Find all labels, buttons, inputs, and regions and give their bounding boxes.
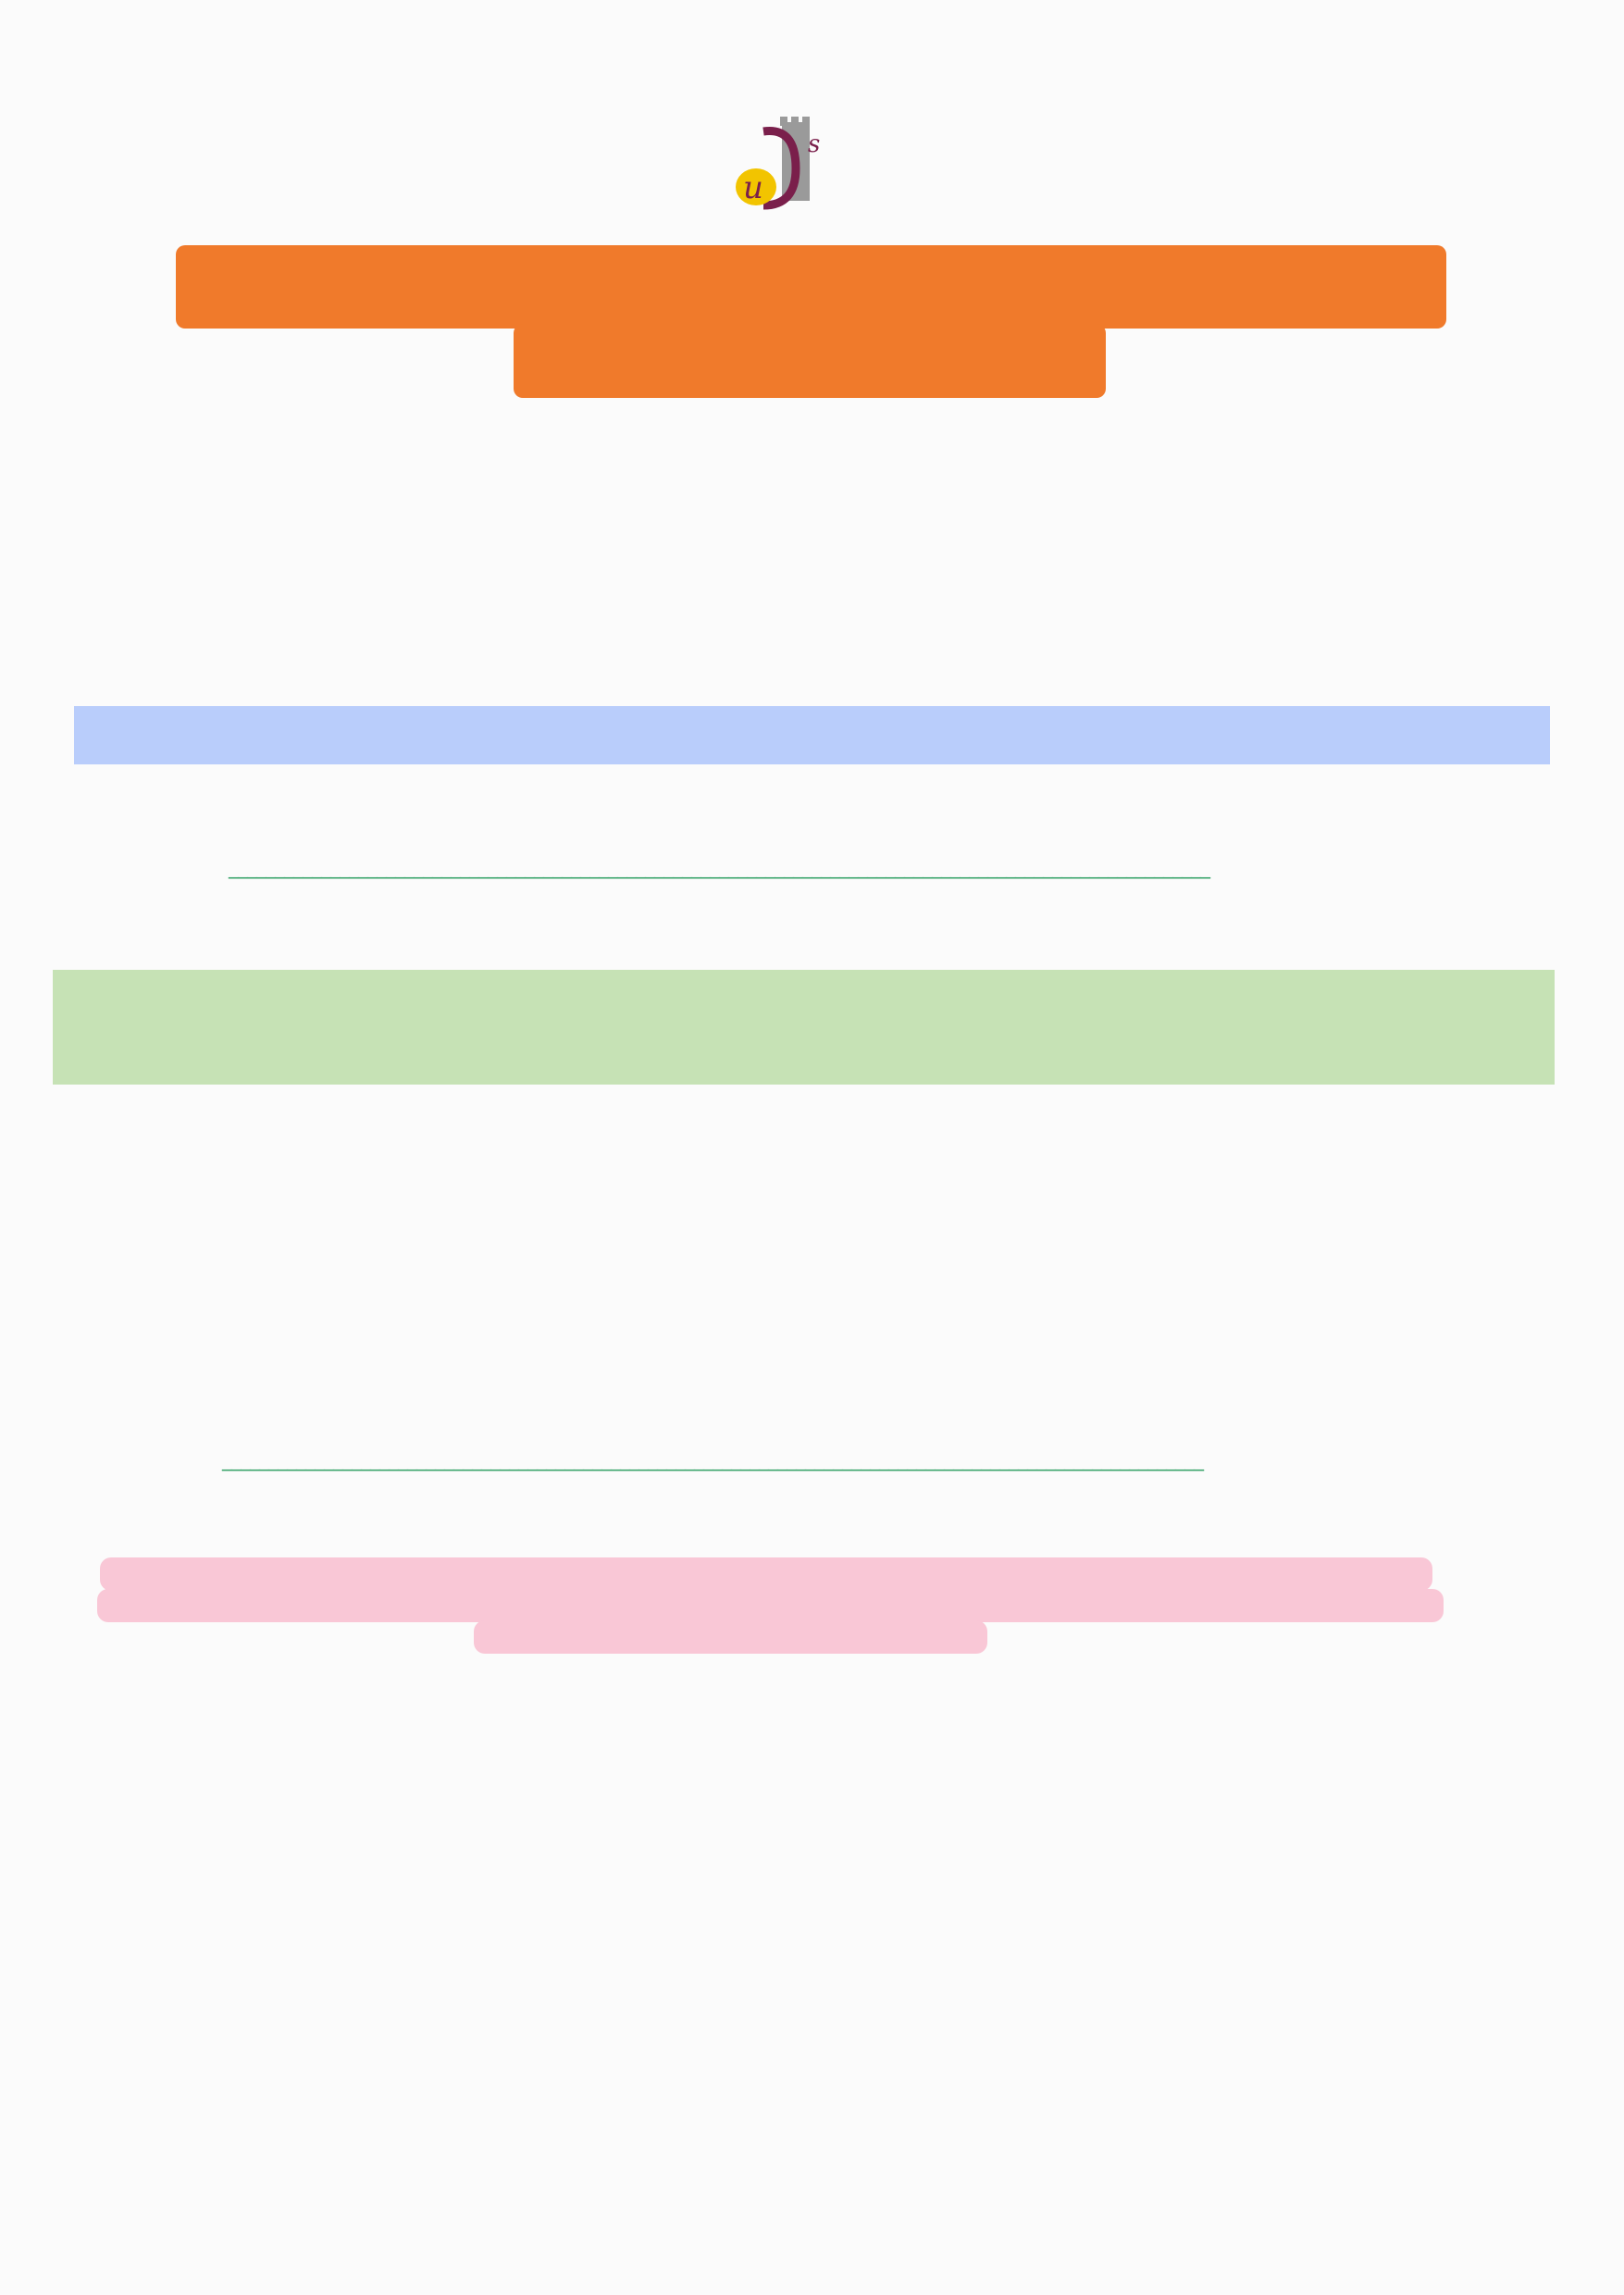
bottom-decorative-border <box>0 2031 1624 2140</box>
svg-text:s: s <box>808 130 821 158</box>
logo-mark <box>726 113 821 215</box>
infanzia-deco-right <box>1152 592 1365 634</box>
pink-highlight-3 <box>474 1620 987 1654</box>
unione-sorbara-logo <box>726 113 911 215</box>
intro-paragraph <box>93 435 1531 502</box>
pdf-castelfranco-l1 <box>403 1753 410 1776</box>
pdf-castelfranco-l5 <box>403 1879 410 1902</box>
divider-1: __________________________________________________________________________________________________________ <box>229 856 1209 879</box>
main-title-line2 <box>514 324 1106 398</box>
supporto-text <box>0 1557 1624 1620</box>
main-title-line1 <box>176 245 1446 329</box>
infanzia-deco-left <box>204 586 435 632</box>
infanzia-dates-band <box>74 706 1550 764</box>
pdf-castelfranco-text <box>403 1749 410 1906</box>
divider-2: __________________________________________________________________________________________________________ <box>222 1448 1203 1471</box>
cicli-dates-band <box>53 970 1555 1085</box>
svg-text:u: u <box>743 169 763 206</box>
top-decorative-border <box>0 0 1624 74</box>
